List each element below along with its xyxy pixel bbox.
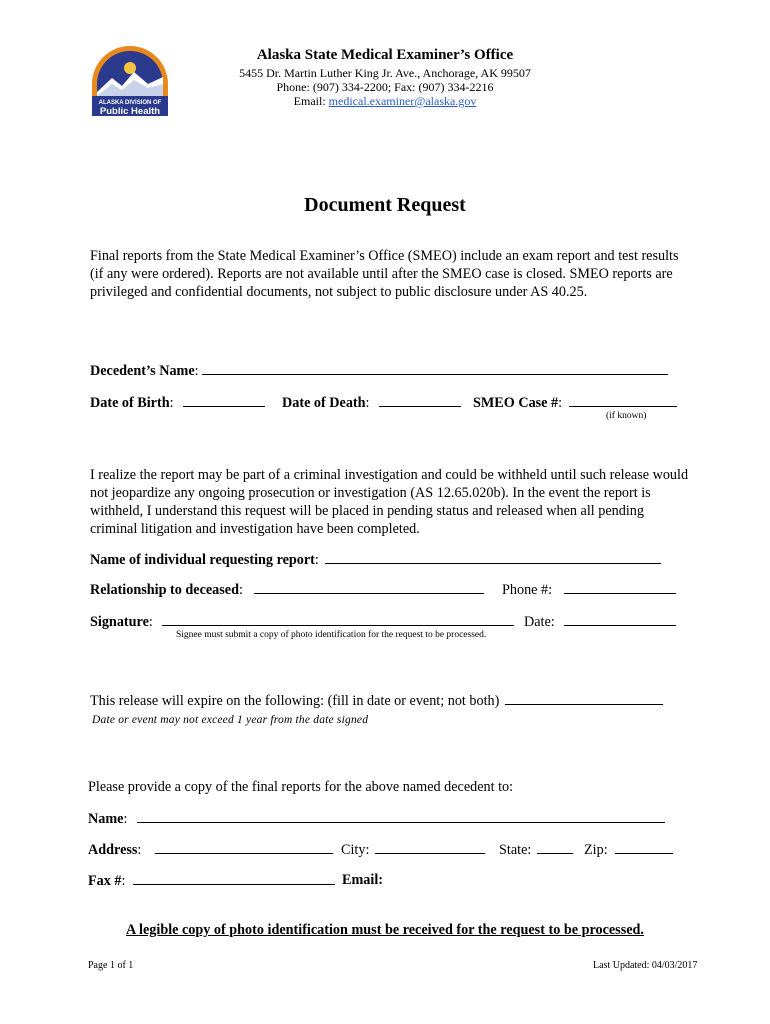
release-expiry-field[interactable] <box>505 692 663 705</box>
signature-field[interactable] <box>162 613 514 626</box>
delivery-city-group <box>341 841 485 859</box>
signature-date-label: Date: <box>524 614 555 630</box>
delivery-fax-label: Fax # <box>88 873 122 889</box>
release-note: Date or event may not exceed 1 year from the date signed <box>92 714 369 726</box>
date-of-death-group: Date of Death: <box>282 394 461 412</box>
smeo-case-field[interactable] <box>569 394 677 407</box>
organization-name: Alaska State Medical Examiner’s Office <box>256 47 514 63</box>
decedent-name-field[interactable] <box>202 362 668 375</box>
delivery-state-group <box>499 841 573 859</box>
signature-date-field[interactable] <box>564 613 676 626</box>
page-number: Page 1 of 1 <box>88 960 134 971</box>
decedent-name-label: Decedent’s Name <box>90 363 195 379</box>
svg-text:ALASKA DIVISION OF: ALASKA DIVISION OF <box>98 100 162 106</box>
requester-name-field[interactable] <box>325 551 661 564</box>
email-link[interactable]: medical.examiner@alaska.gov <box>328 94 477 108</box>
date-of-birth-group: Date of Birth: <box>90 394 265 412</box>
intro-paragraph: Final reports from the State Medical Examiner’s Office (SMEO) include an exam report and test results (if any were ordered). Reports are not available until after the SMEO case is closed. SMEO reports are privileged and confidential documents, not subject to public disclosure under AS 40.25. <box>90 248 679 300</box>
signature-label: Signature <box>90 614 149 630</box>
delivery-email-label: Email: <box>342 872 383 888</box>
release-row <box>90 692 663 710</box>
public-health-logo <box>88 44 172 116</box>
organization-phone-fax: Phone: (907) 334-2200; Fax: (907) 334-2216 <box>276 80 494 94</box>
phone-group <box>502 581 676 599</box>
relationship-field[interactable] <box>254 581 484 594</box>
requester-name-label: Name of individual requesting report <box>90 552 315 568</box>
delivery-name-field[interactable] <box>137 810 665 823</box>
delivery-zip-field[interactable] <box>615 841 673 854</box>
relationship-label: Relationship to deceased <box>90 582 239 598</box>
delivery-address-field[interactable] <box>155 841 333 854</box>
date-of-death-field[interactable] <box>379 394 461 407</box>
signature-date-group <box>524 613 676 631</box>
date-of-birth-field[interactable] <box>183 394 265 407</box>
signature-row: Signature: <box>90 613 514 631</box>
delivery-email-group <box>342 872 383 889</box>
delivery-intro: Please provide a copy of the final reports for the above named decedent to: <box>88 779 514 795</box>
delivery-state-label: State: <box>499 842 532 858</box>
delivery-fax-group: Fax #: <box>88 872 335 890</box>
organization-address: 5455 Dr. Martin Luther King Jr. Ave., Anchorage, AK 99507 <box>239 66 531 80</box>
delivery-name-row: Name: <box>88 810 665 828</box>
criminal-investigation-paragraph: I realize the report may be part of a criminal investigation and could be withheld until such release would not jeopardize any ongoing prosecution or investigation (AS 12.65.020b). In the event the report is withheld, I understand this request will be placed in pending status and released when all pending criminal litigation and investigation have been completed. <box>90 467 689 537</box>
email-label: Email: <box>293 94 329 108</box>
date-of-birth-label: Date of Birth <box>90 395 170 411</box>
signee-note: Signee must submit a copy of photo identification for the request to be processed. <box>176 630 487 640</box>
delivery-name-label: Name <box>88 811 124 827</box>
delivery-zip-label: Zip: <box>584 842 608 858</box>
smeo-case-note: (if known) <box>606 411 647 421</box>
photo-id-warning <box>0 922 770 939</box>
smeo-case-group: SMEO Case #: <box>473 394 677 412</box>
page-title: Document Request <box>304 194 466 216</box>
date-of-death-label: Date of Death <box>282 395 366 411</box>
last-updated: Last Updated: 04/03/2017 <box>593 960 698 971</box>
photo-id-warning-text: A legible copy of photo identification must be received for the request to be processed. <box>126 922 644 938</box>
svg-text:Public Health: Public Health <box>99 106 161 116</box>
smeo-case-label: SMEO Case # <box>473 395 559 411</box>
phone-label: Phone #: <box>502 582 553 598</box>
release-text: This release will expire on the following: (fill in date or event; not both) <box>90 693 500 709</box>
delivery-address-label: Address <box>88 842 138 858</box>
delivery-fax-field[interactable] <box>133 872 335 885</box>
decedent-name-row: Decedent’s Name: <box>90 362 668 380</box>
delivery-city-field[interactable] <box>375 841 485 854</box>
requester-name-row: Name of individual requesting report: <box>90 551 661 569</box>
delivery-zip-group <box>584 841 673 859</box>
delivery-state-field[interactable] <box>537 841 573 854</box>
delivery-city-label: City: <box>341 842 370 858</box>
phone-field[interactable] <box>564 581 676 594</box>
relationship-row: Relationship to deceased: <box>90 581 484 599</box>
organization-email <box>200 94 570 109</box>
delivery-address-group: Address: <box>88 841 333 859</box>
